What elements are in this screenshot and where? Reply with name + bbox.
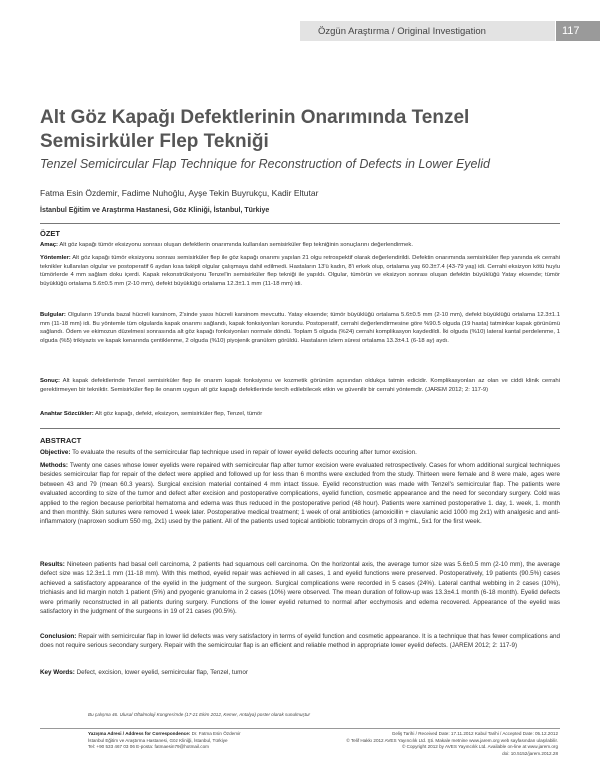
abstract-conclusion-text: Repair with semicircular flap in lower lid defects was very satisfactory in terms of eyelid function and cosmetic appearance. It is a technique that has fewer complications and does not require serious secondary surgery. Repair with the semicircular flap is an efficient and reliable method in appropriate lower eyelid defects. (JAREM 2012; 2: 117-9) — [40, 633, 560, 650]
abstract-objective-text: To evaluate the results of the semicircular flap technique used in repair of lower eyelid defects occuring after tumor excision. — [72, 449, 417, 456]
abstract-methods — [40, 461, 560, 527]
received-accepted-dates: Geliş Tarihi / Received Date: 17.11.2012 Kabul Tarihi / Accepted Date: 05.12.2012 — [391, 731, 558, 736]
copyright-tr: © Telif Hakkı 2012 AVES Yayıncılık Ltd. Şti. Makale metnine www.jarem.org web sayfasından ulaşılabilir. — [346, 737, 558, 743]
ozet-keywords — [40, 410, 560, 419]
article-title: Alt Göz Kapağı Defektlerinin Onarımında Tenzel Semisirküler Flep Tekniği — [40, 107, 470, 152]
ozet-bulgular-label: Bulgular: — [40, 312, 66, 318]
abstract-conclusion — [40, 632, 560, 651]
ozet-amac — [40, 241, 560, 250]
abstract-conclusion-label: Conclusion: — [40, 633, 77, 640]
divider — [40, 428, 560, 429]
abstract-methods-label: Methods: — [40, 462, 68, 469]
abstract-keywords-label: Key Words: — [40, 669, 75, 676]
abstract-keywords-text: Defect, excision, lower eyelid, semicircular flap, Tenzel, tumor — [76, 669, 248, 676]
affiliation: İstanbul Eğitim ve Araştırma Hastanesi, Göz Kliniği, İstanbul, Türkiye — [40, 207, 270, 214]
ozet-sonuc — [40, 377, 560, 394]
ozet-keywords-text: Alt göz kapağı, defekt, eksizyon, semisirküler flep, Tenzel, tümör — [95, 411, 263, 417]
ozet-yontemler-text: Alt göz kapağı tümör eksizyonu sonrası semisirküler flep ile göz kapağı onarımı yapılan 21 olgu retrospektif olarak değerlendirildi. Defektin onarımında semisirküler flep yanında ek cerrahi teknikler kullanılan olgular ve postoperatif 6 aydan kısa takipli olgular çalışmaya dahil edilmedi. Hastaların 13'ü kadın, 8'i erkek olup, ortalama yaş 60.3±7.4 (43-79 yaş) idi. Cerrahi eksizyon kötü huylu tümörlerde 4 mm sağlam doku içerdi. Kapak rekonstrüksiyonu Tenzel'in semisirküler flep tekniği ile yapıldı. Olgular, tümörün ve eksizyon sonrası oluşan defektin büyüklüğü Yatay eksende; tümör büyüklüğü ortalama 5.6±0.5 mm (2-10 mm), defekt büyüklüğü ortalama 12.3±1.1 mm (11-18 mm) idi. — [40, 255, 560, 288]
abstract-objective-label: Objective: — [40, 449, 71, 456]
ozet-yontemler — [40, 254, 560, 289]
abstract-results-text: Nineteen patients had basal cell carcinoma, 2 patients had squamous cell carcinoma. On the horizontal axis, the average tumor size was 5.6±0.5 mm (2-10 mm), the average defect size was 12.3±1.1 mm (11-18 mm). With this method, eyelid repair was achieved in all cases, 1 and eyelid functions were preserved. Postoperatively, 19 patients (90.5%) cases achieved a satisfactory appearance of the eyelid in the judgment of the surgeon. Surgical complications were recorded in 5 cases (24%). Lateral canthal webbing in 2 cases (10%), trichiasis and lid margin notch 1 patient (5%) and pyogenic granuloma in 2 cases (10%) were observed. The mean duration of follow-up was 13.3±4.1 month (6-18 month). Eyelid defects were primarily reconstructed in all patients during surgery. Functions of the lower eyelid returned to normal after ecchymosis and edema recovered. Appearance of the eyelid was satisfactory in the judgment of the surgeons in 19 of 21 cases (90.5%). — [40, 561, 560, 616]
divider — [40, 223, 560, 224]
ozet-heading: ÖZET — [40, 229, 60, 238]
presentation-note: Bu çalışma 46. Ulusal Oftalmoloji Kongresi'nde (17-21 Ekim 2012, Kemer, Antalya) poster olarak sunulmuştur — [88, 712, 311, 717]
abstract-objective — [40, 448, 560, 457]
correspondence-label: Yazışma Adresi / Address for Correspondence: — [88, 731, 191, 736]
ozet-amac-text: Alt göz kapağı tümör eksizyonu sonrası oluşan defektlerin onarımında kullanılan semisirküler flep tekniğinin sonuçlarını değerlendirmek. — [59, 242, 413, 248]
ozet-yontemler-label: Yöntemler: — [40, 255, 71, 261]
copyright-en: © Copyright 2012 by AVES Yayıncılık Ltd. Available on-line at www.jarem.org — [402, 744, 558, 750]
publication-info — [318, 731, 558, 757]
abstract-results-label: Results: — [40, 561, 65, 568]
footer-divider — [40, 728, 560, 729]
ozet-bulgular — [40, 311, 560, 346]
abstract-heading: ABSTRACT — [40, 436, 82, 445]
ozet-sonuc-text: Alt kapak defektlerinde Tenzel semisirküler flep ile onarım kapak fonksiyonu ve kozmetik görünüm açısından oldukça tatmin edicidir. Komplikasyonları az olan ve ciddi klinik cerrahi gerektirmeyen bir tekniktir. Semisirküler flep ile onarım uygun alt göz kapağı defektlerinde tercih edilebilecek etkin ve güvenilir bir cerrahi yöntemdir. (JAREM 2012; 2: 117-9) — [40, 378, 560, 393]
doi: doi: 10.5152/jarem.2012.28 — [502, 750, 558, 756]
abstract-keywords — [40, 668, 560, 677]
correspondence-address: İstanbul Eğitim ve Araştırma Hastanesi, Göz Kliniği, İstanbul, Türkiye — [88, 737, 228, 743]
correspondence-name: Dr. Fatma Esin Özdemir — [191, 731, 241, 736]
ozet-keywords-label: Anahtar Sözcükler: — [40, 411, 94, 417]
ozet-sonuc-label: Sonuç: — [40, 378, 60, 384]
ozet-amac-label: Amaç: — [40, 242, 59, 248]
article-subtitle: Tenzel Semicircular Flap Technique for Reconstruction of Defects in Lower Eyelid — [40, 157, 490, 171]
abstract-methods-text: Twenty one cases whose lower eyelids were repaired with semicircular flap after tumor excision were evaluated retrospectively. Cases for whom additional surgical techniques besides semicircular flap for repair of the defect were applied and followed up for less than 6 months were excluded from the study. Thirteen were female and 8 were male, ages were between 43 and 79 (mean 60.3 years). Surgical excision material contained 4 mm intact tissue. Eyelid reconstruction was made with Tenzel's semicircular flap. The patients were evaluated according to size of the tumor and defect after excision and postoperative complications, eyelid function, cosmetic appearance and the need for secondary surgery. Cold was applied to the region because periorbital hematoma and edema was thus reduced in the postoperative period (48 hour). Patients were xamined postoperative 1. day, 1. week, 1. month and then monthly. Skin sutures were removed 1 week later. Postoperative medical treatment; 1 week of oral antibiotics (amoxicillin + clavulanic acid 1000 mg 2x1) with analgesic and anti-inflammatory (naproxen sodium 550 mg, 2x1) used by the patient. All of the patients used topical antibiotic tobramycin drops of 3 mg/mL, 5x1 for the first week. — [40, 462, 560, 526]
page-number: 117 — [562, 25, 580, 37]
abstract-results — [40, 560, 560, 616]
correspondence-block — [88, 731, 308, 751]
correspondence-contact: Tel: +90 533 467 03 06 E-posta: fatmaesin79@hotmail.com — [88, 744, 209, 750]
ozet-bulgular-text: Olguların 19'unda bazal hücreli karsinom, 2'sinde yassı hücreli karsinom mevcuttu. Yatay eksende; tümör büyüklüğü ortalama 5.6±0.5 mm (2-10 mm), defekt büyüklüğü ortalama 12.3±1.1 mm (11-18 mm) idi. Bu yöntemle tüm olgularda kapak onarımı sağlandı, kapak fonksiyonları korundu. Postoperatif, cerrahi değerlendirmesine göre %90.5 olguda (19 hasta) tatminkar kapak görünümü sağlandı. Ödem ve ekimozun düzelmesi sonrasında alt göz kapağı fonksiyonları normale döndü. Toplam 5 olguda (%24) cerrahi komplikasyon kaydedildi. İki olguda (%10) lateral kantal perdelenme, 1 olguda (%5) trikiyazis ve kapak kenarında çentiklenme, 2 olguda (%10) piyojenik granülom görüldü. Hastaların izlem süresi ortalama 13.3±4.1 (6-18 ay) aydı. — [40, 312, 560, 345]
authors: Fatma Esin Özdemir, Fadime Nuhoğlu, Ayşe Tekin Buyrukçu, Kadir Eltutar — [40, 188, 319, 198]
header-section-label: Özgün Araştırma / Original Investigation — [318, 26, 486, 37]
